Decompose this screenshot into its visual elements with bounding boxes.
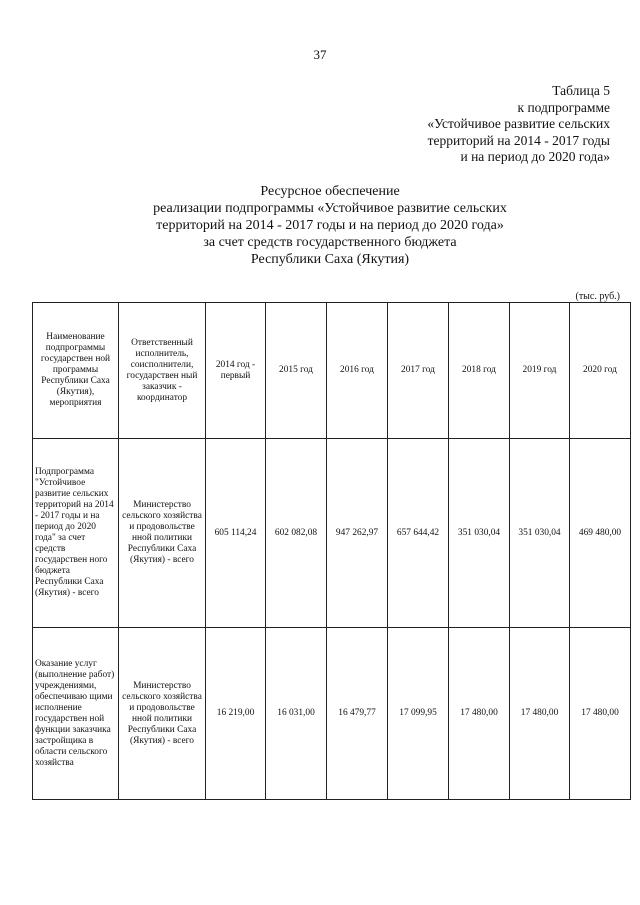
heading-line: Республики Саха (Якутия) <box>250 252 410 267</box>
heading-line: за счет средств государственного бюджета <box>203 235 457 250</box>
cell-executor: Министерство сельского хозяйства и продовольстве нной политики Республики Саха (Якутия) - всего <box>119 628 206 800</box>
caption-line: и на период до 2020 года» <box>460 149 610 164</box>
table-header-row <box>33 303 631 439</box>
cell-name: Подпрограмма "Устойчивое развитие сельских территорий на 2014 - 2017 годы и на период до 2020 года" за счет средств государствен ного бюджета Республики Саха (Якутия) - всего <box>33 439 119 628</box>
table-caption <box>427 83 610 166</box>
cell-value: 17 480,00 <box>449 628 510 800</box>
table-row <box>33 628 631 800</box>
header-cell-name: Наименование подпрограммы государствен ной программы Республики Саха (Якутия), мероприятия <box>33 303 119 439</box>
header-cell-year: 2014 год - первый <box>206 303 266 439</box>
table-row <box>33 439 631 628</box>
cell-value: 17 480,00 <box>570 628 631 800</box>
header-cell-year: 2018 год <box>449 303 510 439</box>
header-cell-year: 2017 год <box>388 303 449 439</box>
cell-value: 602 082,08 <box>266 439 327 628</box>
caption-line: «Устойчивое развитие сельских <box>427 116 610 131</box>
cell-name: Оказание услуг (выполнение работ) учреждениями, обеспечиваю щими исполнение государствен ной функции заказчика застройщика в области сельского хозяйства <box>33 628 119 800</box>
units-label: (тыс. руб.) <box>575 291 620 302</box>
cell-value: 16 479,77 <box>327 628 388 800</box>
cell-value: 657 644,42 <box>388 439 449 628</box>
cell-value: 469 480,00 <box>570 439 631 628</box>
cell-value: 17 480,00 <box>510 628 570 800</box>
cell-value: 351 030,04 <box>510 439 570 628</box>
page-number: 37 <box>313 47 327 62</box>
header-cell-year: 2015 год <box>266 303 327 439</box>
header-cell-year: 2020 год <box>570 303 631 439</box>
header-cell-executor: Ответственный исполнитель, соисполнители, государствен ный заказчик - координатор <box>119 303 206 439</box>
heading-line: реализации подпрограммы «Устойчивое развитие сельских <box>153 201 507 216</box>
cell-value: 605 114,24 <box>206 439 266 628</box>
caption-line: к подпрограмме <box>517 99 610 115</box>
cell-value: 351 030,04 <box>449 439 510 628</box>
caption-line: территорий на 2014 - 2017 годы <box>427 132 610 148</box>
cell-executor: Министерство сельского хозяйства и продовольстве нной политики Республики Саха (Якутия) - всего <box>119 439 206 628</box>
cell-value: 17 099,95 <box>388 628 449 800</box>
header-cell-year: 2019 год <box>510 303 570 439</box>
heading-line: территорий на 2014 - 2017 годы и на период до 2020 года» <box>156 218 504 233</box>
cell-value: 16 031,00 <box>266 628 327 800</box>
caption-line: Таблица 5 <box>552 83 610 98</box>
document-heading <box>60 183 600 268</box>
heading-line: Ресурсное обеспечение <box>260 184 400 199</box>
header-cell-year: 2016 год <box>327 303 388 439</box>
resource-table <box>32 302 631 800</box>
cell-value: 947 262,97 <box>327 439 388 628</box>
cell-value: 16 219,00 <box>206 628 266 800</box>
